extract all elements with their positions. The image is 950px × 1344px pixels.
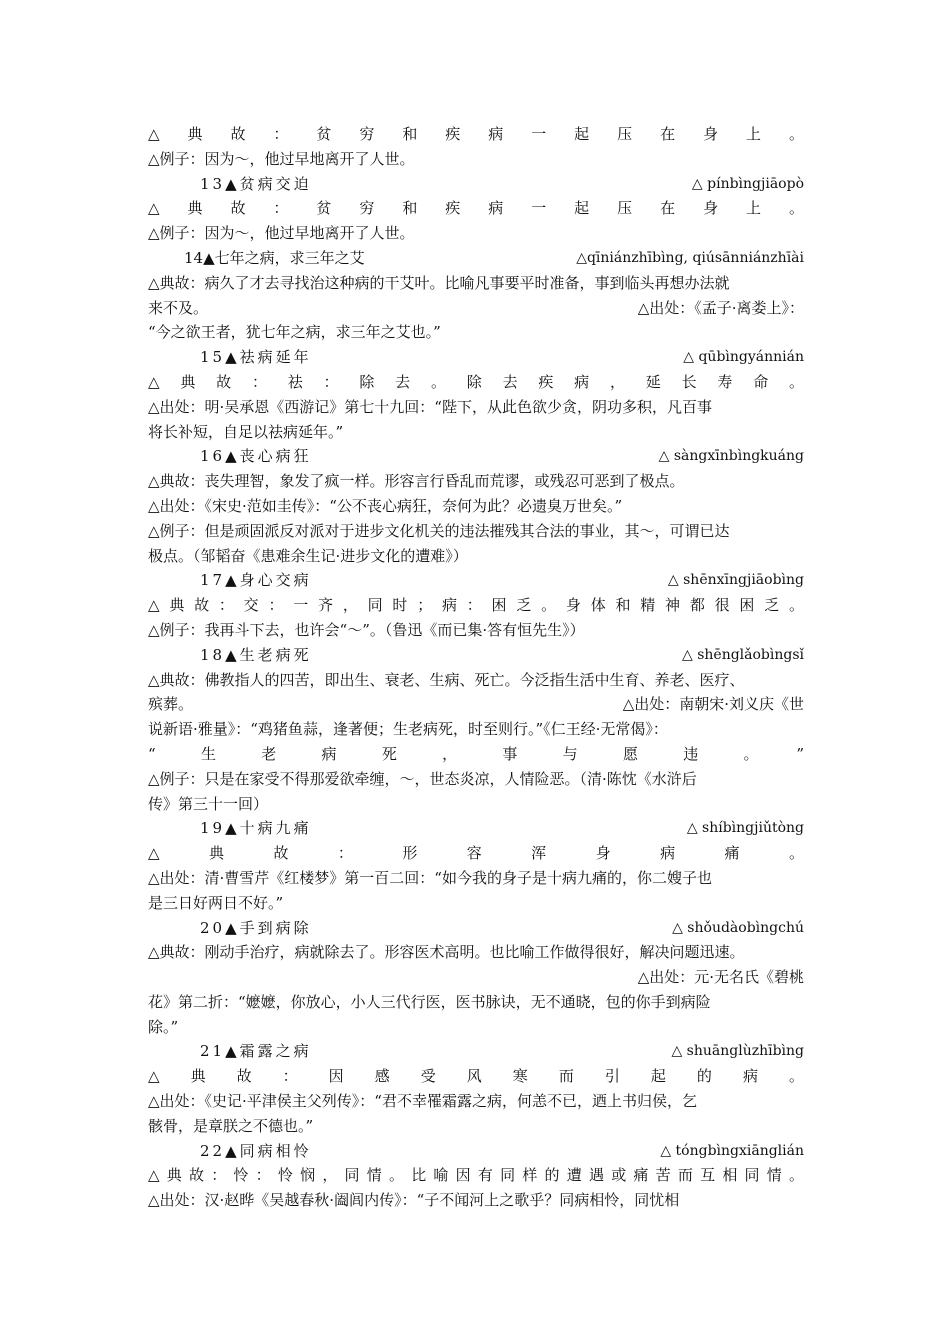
entry-pinyin: △ tóngbìngxiānglián bbox=[660, 1142, 804, 1159]
entry-heading bbox=[148, 246, 804, 271]
body-line: △例子：只是在家受不得那爱欲牵缠，～，世态炎凉，人情险恶。（清·陈忱《水浒后 bbox=[148, 769, 697, 788]
body-line: △典故：因感受风寒而引起的病。 bbox=[148, 1067, 804, 1086]
entry-title: 22▲同病相怜 bbox=[200, 1141, 312, 1160]
entry-title: 16▲丧心病狂 bbox=[200, 447, 312, 466]
body-line: 骸骨，是章朕之不德也。” bbox=[148, 1116, 314, 1135]
entry-pinyin: △ shēnglǎobìngsǐ bbox=[681, 646, 804, 663]
entry-title: 21▲霜露之病 bbox=[200, 1042, 312, 1061]
body-line-split bbox=[148, 296, 804, 321]
body-line: 是三日好两日不好。” bbox=[148, 893, 284, 912]
body-line: 传》第三十一回） bbox=[148, 794, 269, 813]
entry-pinyin: △ sàngxīnbìngkuáng bbox=[658, 448, 804, 465]
entry-heading bbox=[148, 568, 804, 593]
body-text: 殡葬。 bbox=[148, 695, 194, 714]
body-line: △典故：贫穷和疾病一起压在身上。 bbox=[148, 125, 804, 143]
body-line: △出处：明·吴承恩《西游记》第七十九回：“陛下，从此色欲少贪，阴功多积，凡百事 bbox=[148, 397, 712, 416]
body-line: △出处：《宋史·范如圭传》：“公不丧心病狂，奈何为此？必遗臭万世矣。” bbox=[148, 496, 623, 515]
body-line: △典故：佛教指人的四苦，即出生、衰老、生病、死亡。今泛指生活中生育、养老、医疗、 bbox=[148, 670, 745, 689]
body-line: △例子：因为～，他过早地离开了人世。 bbox=[148, 149, 415, 168]
body-line: △典故：病久了才去寻找治这种病的干艾叶。比喻凡事要平时准备，事到临头再想办法就 bbox=[148, 273, 730, 292]
body-line-split bbox=[148, 692, 804, 717]
body-line: 除。” bbox=[148, 1017, 179, 1036]
body-line: △例子：我再斗下去，也许会“～”。（鲁迅《而已集·答有恒先生》） bbox=[148, 620, 585, 639]
body-line: △典故：丧失理智，象发了疯一样。形容言行昏乱而荒谬，或残忍可恶到了极点。 bbox=[148, 472, 685, 491]
body-line: 花》第二折：“嬷嬷，你放心，小人三代行医，医书脉诀，无不通晓，包的你手到病险 bbox=[148, 992, 711, 1011]
entry-pinyin: △ qūbìngyánnián bbox=[683, 349, 804, 366]
entry-heading bbox=[148, 1139, 804, 1164]
entry-title: 20▲手到病除 bbox=[200, 918, 312, 937]
body-text: △出处：《孟子·离娄上》： bbox=[637, 298, 804, 317]
entry-pinyin: △ shuānglùzhībìng bbox=[671, 1043, 804, 1060]
body-text: △出处：南朝宋·刘义庆《世 bbox=[622, 695, 804, 714]
body-text: 来不及。 bbox=[148, 298, 209, 317]
entry-heading bbox=[148, 816, 804, 841]
body-line: 说新语·雅量》：“鸡猪鱼蒜，逢著便；生老病死，时至则行。”《仁王经·无常偈》： bbox=[148, 720, 668, 739]
entry-title: 14▲七年之病，求三年之艾 bbox=[184, 248, 365, 267]
entry-heading bbox=[148, 916, 804, 941]
body-line: △典故：交：一齐，同时；病：困乏。身体和精神都很困乏。 bbox=[148, 596, 804, 615]
body-line: △出处：《史记·平津侯主父列传》：“君不幸罹霜露之病，何恙不已，迺上书归侯，乞 bbox=[148, 1092, 697, 1111]
body-line: △典故：怜：怜悯，同情。比喻因有同样的遭遇或痛苦而互相同情。 bbox=[148, 1166, 804, 1185]
body-line: △典故：贫穷和疾病一起压在身上。 bbox=[148, 199, 804, 218]
body-line: “生老病死，事与愿违。” bbox=[148, 744, 804, 763]
entry-pinyin: △ shēnxīngjiāobìng bbox=[667, 572, 804, 589]
entry-pinyin: △ pínbìngjiāopò bbox=[691, 175, 804, 192]
entry-title: 19▲十病九痛 bbox=[200, 819, 312, 838]
entry-heading bbox=[148, 172, 804, 197]
entry-title: 18▲生老病死 bbox=[200, 645, 312, 664]
body-line: 将长补短，自足以祛病延年。” bbox=[148, 422, 344, 441]
entry-heading bbox=[148, 1039, 804, 1064]
body-line: “今之欲王者，犹七年之病，求三年之艾也。” bbox=[148, 323, 441, 342]
entry-pinyin: △ shíbìngjiǔtòng bbox=[686, 820, 804, 837]
document-page bbox=[148, 122, 804, 1213]
entry-title: 17▲身心交病 bbox=[200, 571, 312, 590]
body-line: △出处：清·曹雪芹《红楼梦》第一百二回：“如今我的身子是十病九痛的，你二嫂子也 bbox=[148, 868, 712, 887]
body-line: △例子：但是顽固派反对派对于进步文化机关的违法摧残其合法的事业，其～，可谓已达 bbox=[148, 521, 730, 540]
body-line: △典故：形容浑身病痛。 bbox=[148, 844, 804, 863]
entry-heading bbox=[148, 444, 804, 469]
entry-pinyin: △qīniánzhībìng, qiúsānniánzhīài bbox=[576, 249, 804, 266]
body-line: 极点。（邹韬奋《患难余生记·进步文化的遭难》） bbox=[148, 546, 468, 565]
body-line: △典故：刚动手治疗，病就除去了。形容医术高明。也比喻工作做得很好，解决问题迅速。 bbox=[148, 943, 745, 962]
body-line: △出处：元·无名氏《碧桃 bbox=[637, 968, 804, 987]
body-line: △典故：祛：除去。除去疾病，延长寿命。 bbox=[148, 372, 804, 391]
entry-heading bbox=[148, 643, 804, 668]
body-line: △例子：因为～，他过早地离开了人世。 bbox=[148, 224, 415, 243]
entry-title: 13▲贫病交迫 bbox=[200, 174, 312, 193]
entry-pinyin: △ shǒudàobìngchú bbox=[672, 919, 804, 936]
entry-heading bbox=[148, 345, 804, 370]
entry-title: 15▲祛病延年 bbox=[200, 348, 312, 367]
body-line: △出处：汉·赵晔《吴越春秋·阖闾内传》：“子不闻河上之歌乎？同病相怜，同忧相 bbox=[148, 1191, 680, 1210]
